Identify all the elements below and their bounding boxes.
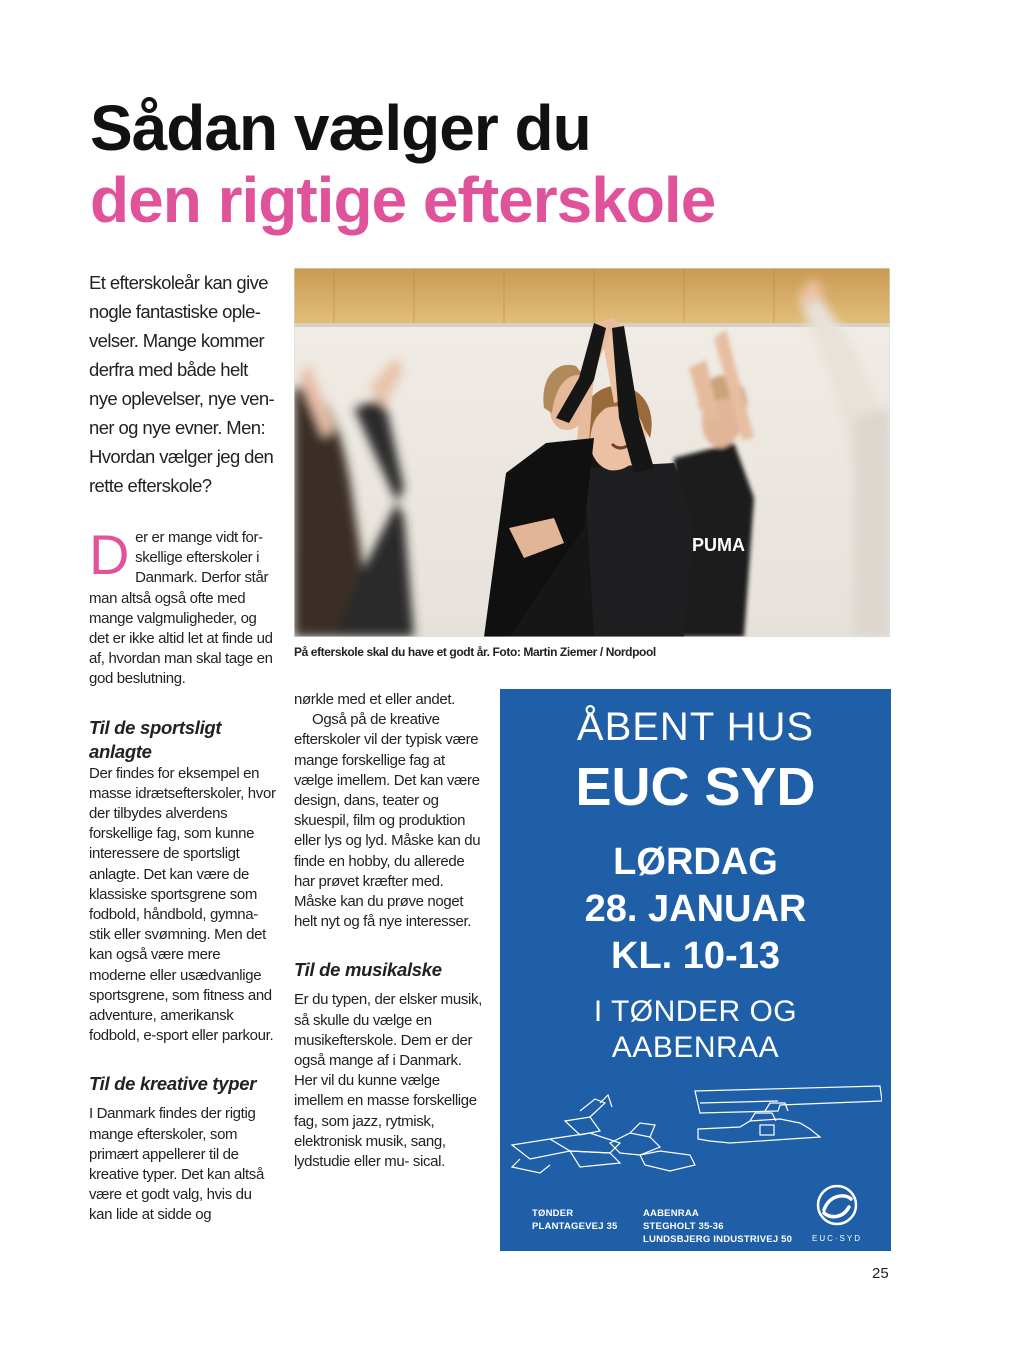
euc-syd-logo bbox=[800, 1183, 874, 1243]
drop-cap: D bbox=[89, 523, 130, 586]
article-photo bbox=[294, 268, 890, 637]
ad-school-name: EUC SYD bbox=[575, 757, 816, 817]
ad-location-2: AABENRAA bbox=[611, 1031, 780, 1064]
paragraph-music: Er du typen, der elsker musik, så skulle du vælge en musikefterskole. Dem er der også mange af i Danmark. Her vil du kunne vælge imellem en masse forskellige fag, som jazz, rytmisk, elektronisk musik, sang, lydstudie eller mu- sical. bbox=[294, 991, 482, 1171]
article-column-2 bbox=[294, 690, 482, 1172]
lead-paragraph-text: er er mange vidt for- skellige efterskoler i Danmark. Derfor står man altså også ofte med mange valgmuligheder, og det er ikke altid let at finde ud af, hvordan man skal tage en god beslutning. bbox=[89, 529, 273, 688]
ad-aabenraa-label: AABENRAA bbox=[643, 1208, 699, 1219]
buildings-outline-drawing bbox=[510, 1081, 882, 1191]
euc-syd-advertisement[interactable] bbox=[500, 689, 891, 1251]
intro-paragraph: Et efterskoleår kan give nogle fantastiske ople- velser. Mange kommer derfra med både helt nye oplevelser, nye ven- ner og nye evner. Men: Hvordan vælger jeg den rette efterskole? bbox=[89, 272, 275, 496]
ad-address-aabenraa bbox=[643, 1207, 792, 1246]
ad-tonder-street: PLANTAGEVEJ 35 bbox=[532, 1221, 618, 1232]
page-title bbox=[90, 92, 715, 236]
ad-date bbox=[500, 839, 891, 980]
ad-weekday: LØRDAG bbox=[613, 841, 778, 883]
ad-location-1: I TØNDER OG bbox=[593, 995, 798, 1028]
heading-sport: Til de sportsligt anlagte bbox=[89, 716, 222, 762]
paragraph-creative-2: Også på de kreative efterskoler vil der typisk være mange forskellige fag at vælge imellem. Det kan være design, dans, teater og skuespil, film og produktion eller lys og lyd. Måske kan du finde en hobby, du allerede har prøvet kræfter med. Måske kan du prøve noget helt nyt og få nye interesser. bbox=[294, 711, 481, 931]
ad-day-month: 28. JANUAR bbox=[584, 888, 807, 930]
title-line-1: Sådan vælger du bbox=[90, 92, 591, 164]
ad-aabenraa-street-2: LUNDSBJERG INDUSTRIVEJ 50 bbox=[643, 1234, 793, 1245]
lead-paragraph bbox=[89, 523, 277, 690]
photo-caption: På efterskole skal du have et godt år. Foto: Martin Ziemer / Nordpool bbox=[294, 645, 656, 659]
logo-caption: EUC·SYD bbox=[811, 1234, 862, 1243]
page-number: 25 bbox=[872, 1265, 889, 1282]
paragraph-creative: I Danmark findes der rigtig mange efterskoler, som primært appellerer til de kreative typer. Det kan altså være et godt valg, hvis du kan lide at sidde og bbox=[89, 1105, 264, 1224]
ad-tonder-label: TØNDER bbox=[532, 1208, 574, 1219]
ad-time: KL. 10-13 bbox=[611, 935, 780, 977]
ad-open-house: ÅBENT HUS bbox=[576, 705, 815, 749]
paragraph-sport: Der findes for eksempel en masse idrætsefterskoler, hvor der tilbydes alverdens forskellige fag, som kunne interessere de sportsligt anlagte. Det kan være de klassiske sportsgrene som fodbold, håndbold, gymna- stik eller svømning. Men det kan også være mere moderne eller usædvanlige sportsgrene, som fitness and adventure, amerikansk fodbold, e-sport eller parkour. bbox=[89, 764, 276, 1045]
ad-address-tonder bbox=[532, 1207, 618, 1233]
heading-music: Til de musikalske bbox=[294, 959, 442, 981]
shirt-print: PUMA bbox=[692, 535, 745, 555]
heading-creative: Til de kreative typer bbox=[89, 1073, 257, 1095]
title-line-2: den rigtige efterskole bbox=[90, 164, 716, 236]
ad-locations bbox=[500, 994, 891, 1066]
article-column-1 bbox=[89, 523, 277, 1226]
ad-aabenraa-street-1: STEGHOLT 35-36 bbox=[643, 1221, 724, 1232]
euc-logo-icon bbox=[815, 1183, 859, 1227]
paragraph-creative-continued: nørkle med et eller andet. bbox=[294, 691, 455, 708]
